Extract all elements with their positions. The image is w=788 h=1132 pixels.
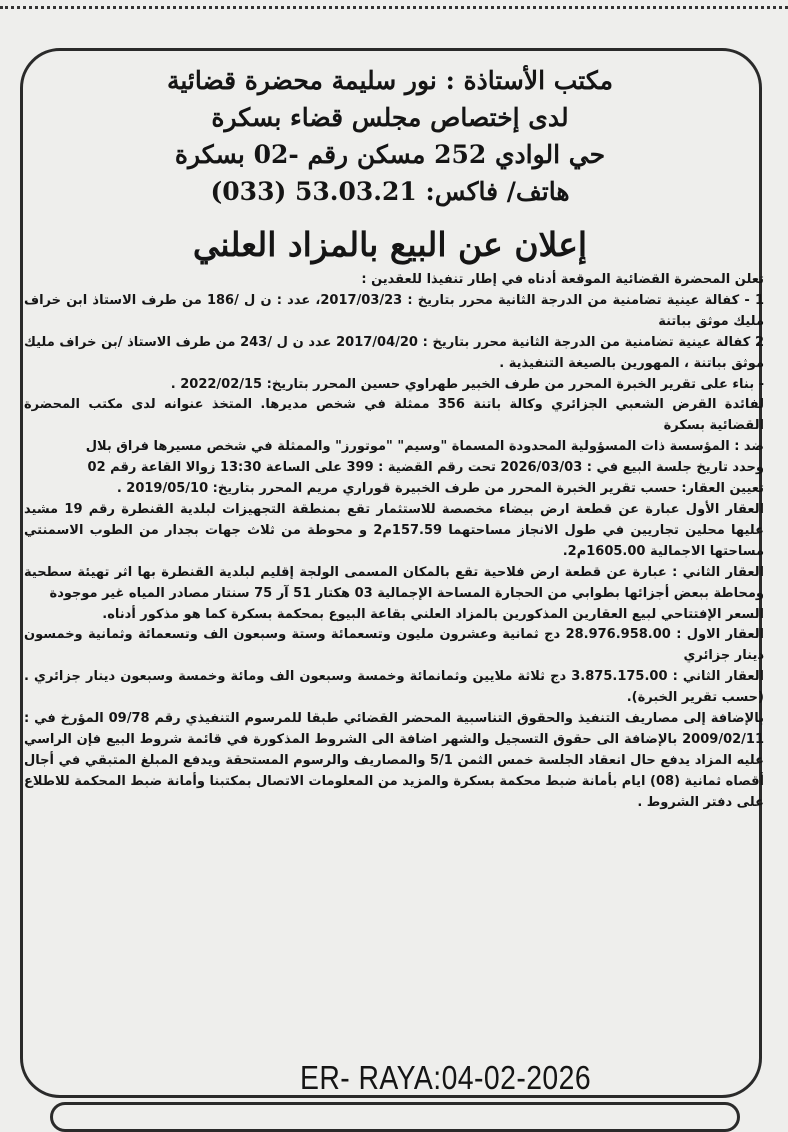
expert-report-paragraph: - بناء على تقرير الخبرة المحرر من طرف الخبير طهراوي حسين المحرر بتاريخ: 2022/02/15 . [170,376,764,392]
office-phone: هاتف/ فاكس: 53.03.21 (033) [210,177,570,206]
property-2-paragraph: العقار الثاني : عبارة عن قطعة ارض فلاحية تقع بالمكان المسمى الولجة إقليم لبلدية القنطرة بها اثر تهيئة سطحية ومحاطة ببعض أجزائها بطوابي من الحجارة المساحة الإجمالية 03 هكتار 51 آر 75 سنتار مصادر المياه غير موجودة [24,564,764,601]
publication-reference: ER- RAYA:04-02-2026 [300,1059,592,1096]
office-jurisdiction: لدى إختصاص مجلس قضاء بسكرة [211,103,569,132]
opening-price-paragraph: السعر الإفتتاحي لبيع العقارين المذكورين بالمزاد العلني بقاعة البيوع بمحكمة بسكرة كما هو مذكور أدناه. [102,606,764,622]
office-header [40,62,740,210]
session-date-paragraph: وحدد تاريخ جلسة البيع في : 2026/03/03 تحت رقم القضية : 399 على الساعة 13:30 زوالا القاعة رقم 02 [87,460,764,476]
debtor-paragraph: ضد : المؤسسة ذات المسؤولية المحدودة المسماة "وسيم" "موتورز" والممثلة في شخص مسيرها فراق بلال [85,439,764,455]
notice-body [24,270,764,814]
contract-2-paragraph: 2 كفالة عينية تضامنية من الدرجة الثانية محرر بتاريخ : 2017/04/20 عدد ن ل /243 من طرف الاستاذ /بن خراف مليك موثق بباتنة ، المهورين بالصيغة التنفيذية . [24,334,764,371]
price-2-paragraph: العقار الثاني : 3.875.175.00 دج ثلاثة ملايين وثمانمائة وخمسة وسبعون الف ومائة وخمسة وسبعون دينار جزائري . (حسب تقرير الخبرة). [24,669,764,706]
property-1-paragraph: العقار الأول عبارة عن قطعة ارض بيضاء مخصصة للاستثمار تقع بمنطقة التجهيزات لبلدية القنطرة رقم 19 مشيد عليها محلين تجاريين في طول الانجاز مساحتهما 157.59م2 و محوطة من ثلاث جهات بجدار من الطوب الاسمنتي مساحتها الاجمالية 1605.00م2. [24,501,764,559]
fees-terms-paragraph: بالإضافة إلى مصاريف التنفيذ والحقوق التناسبية المحضر القضائي طبقا للمرسوم التنفيذي رقم 09/78 المؤرخ في : 2009/02/11 بالإضافة الى حقوق التسجيل والشهر اضافة الى الشروط المذكورة في قائمة شروط البيع فإن الراسي عليه المزاد يدفع حال انعقاد الجلسة خمس الثمن 5/1 والمصاريف والرسوم المستحقة ويدفع المبلغ المتبقي في أجال أقصاه ثمانية (08) ايام بأمانة ضبط محكمة بسكرة والمزيد من المعلومات الاتصال بمكتبنا وأمانة ضبط المحكمة للاطلاع على دفتر الشروط . [24,711,765,810]
contract-1-paragraph: 1 - كفالة عينية تضامنية من الدرجة الثانية محرر بتاريخ : 2017/03/23، عدد : ن ل /186 من طرف الاستاذ ابن خراف مليك موثق بباتنة [24,292,765,329]
property-designation-paragraph: تعيين العقار: حسب تقرير الخبرة المحرر من طرف الخبيرة قوراري مريم المحرر بتاريخ: 2019/05/10 . [116,481,764,497]
office-address: حي الوادي 252 مسكن رقم -02 بسكرة [174,140,606,169]
office-name: مكتب الأستاذة : نور سليمة محضرة قضائية [166,66,614,95]
top-dotted-border [0,6,788,19]
beneficiary-paragraph: لفائدة القرض الشعبي الجزائري وكالة باتنة 356 ممثلة في شخص مديرها. المتخذ عنوانه لدى مكتب المحضرة القضائية بسكرة [24,397,764,434]
intro-paragraph: تعلن المحضرة القضائية الموقعة أدناه في إطار تنفيذا للعقدين : [361,272,764,287]
notice-title: إعلان عن البيع بالمزاد العلني [192,225,588,264]
price-1-paragraph: العقار الاول : 28.976.958.00 دج ثمانية وعشرون مليون وتسعمائة وستة وسبعون الف وتسعمائة وثمانية وخمسون دينار جزائري [24,627,765,664]
next-ad-frame [50,1102,740,1132]
